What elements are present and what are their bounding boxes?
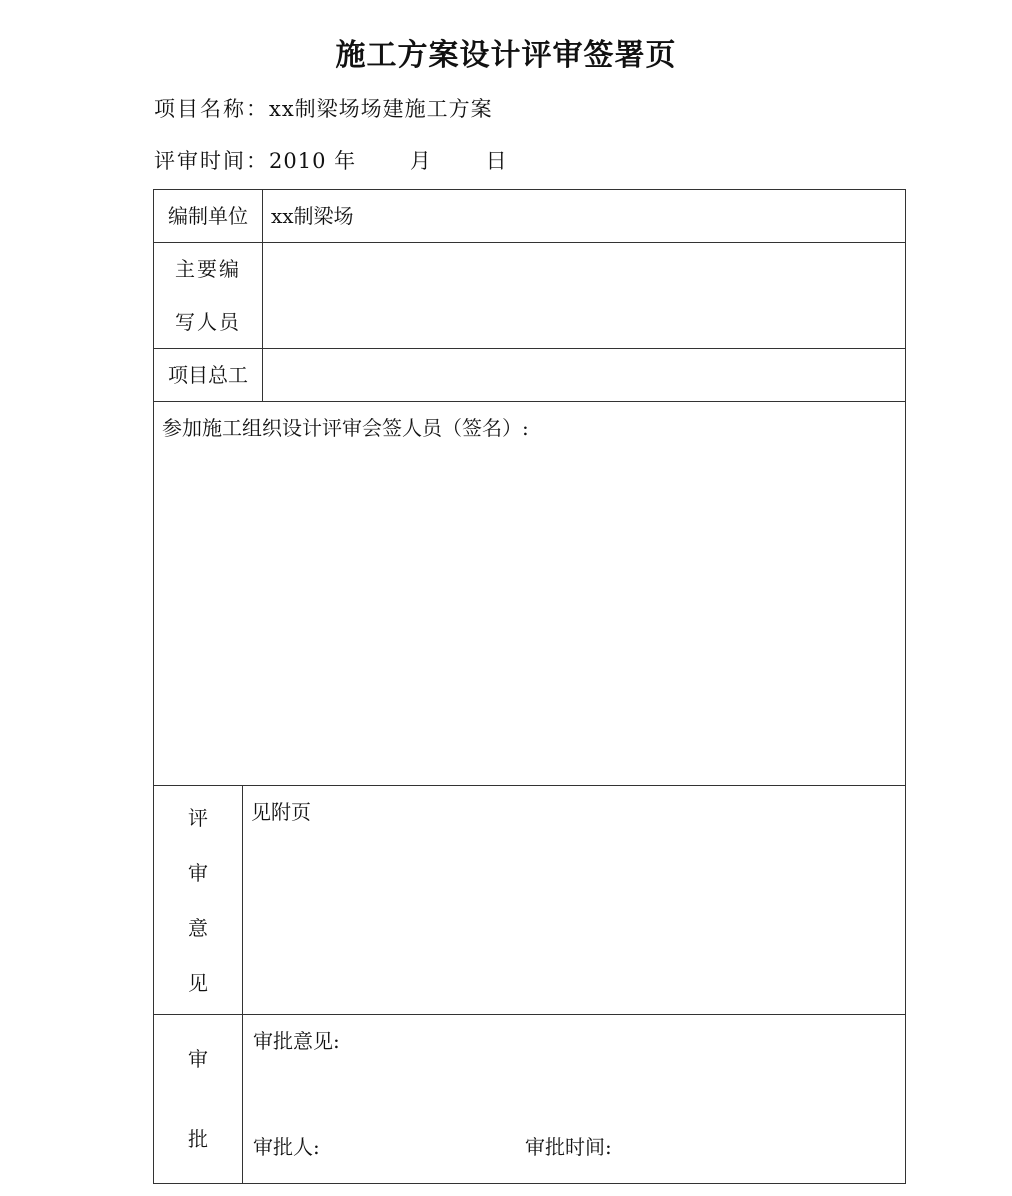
approval-label-char: 审 bbox=[188, 1047, 208, 1071]
writers-label-cell bbox=[154, 243, 263, 349]
review-time-label: 评审时间： bbox=[154, 149, 269, 173]
opinion-label-char: 见 bbox=[188, 970, 208, 995]
row-writers bbox=[154, 243, 906, 349]
writers-value-cell bbox=[263, 243, 906, 349]
opinion-label-char: 意 bbox=[188, 915, 208, 940]
approval-time-label: 审批时间: bbox=[525, 1135, 612, 1159]
writers-value bbox=[263, 243, 905, 255]
approval-value-cell bbox=[243, 1015, 906, 1184]
row-chief bbox=[154, 349, 906, 402]
chief-value-cell bbox=[263, 349, 906, 402]
project-name-line bbox=[154, 94, 493, 124]
review-time-line bbox=[154, 146, 508, 176]
row-review-opinion bbox=[154, 786, 906, 1015]
opinion-label-char: 审 bbox=[188, 860, 208, 885]
writers-label-line1: 主要编 bbox=[175, 257, 241, 282]
unit-label: 编制单位 bbox=[154, 190, 263, 243]
approval-opinion-label: 审批意见: bbox=[253, 1029, 340, 1053]
opinion-value: 见附页 bbox=[251, 800, 311, 824]
project-name-label: 项目名称： bbox=[154, 97, 269, 121]
review-sign-table bbox=[153, 189, 906, 1184]
approval-label-char: 批 bbox=[188, 1127, 208, 1151]
review-time-value: 2010 年 月 日 bbox=[269, 149, 508, 173]
approver-label: 审批人: bbox=[253, 1135, 320, 1159]
unit-value: xx制梁场 bbox=[271, 204, 354, 228]
row-approval bbox=[154, 1015, 906, 1184]
row-unit bbox=[154, 190, 906, 243]
signers-label: 参加施工组织设计评审会签人员（签名）: bbox=[162, 416, 529, 440]
opinion-label-cell bbox=[154, 786, 243, 1015]
row-signers bbox=[154, 402, 906, 786]
unit-value-cell bbox=[263, 190, 906, 243]
writers-label-line2: 写人员 bbox=[175, 309, 241, 334]
chief-label: 项目总工 bbox=[154, 349, 263, 402]
approval-label-cell bbox=[154, 1015, 243, 1184]
opinion-value-cell bbox=[243, 786, 906, 1015]
chief-value bbox=[263, 349, 905, 361]
project-name-value: xx制梁场场建施工方案 bbox=[269, 97, 493, 121]
opinion-label-char: 评 bbox=[188, 805, 208, 830]
signers-cell bbox=[154, 402, 906, 786]
page-title: 施工方案设计评审签署页 bbox=[335, 38, 677, 73]
